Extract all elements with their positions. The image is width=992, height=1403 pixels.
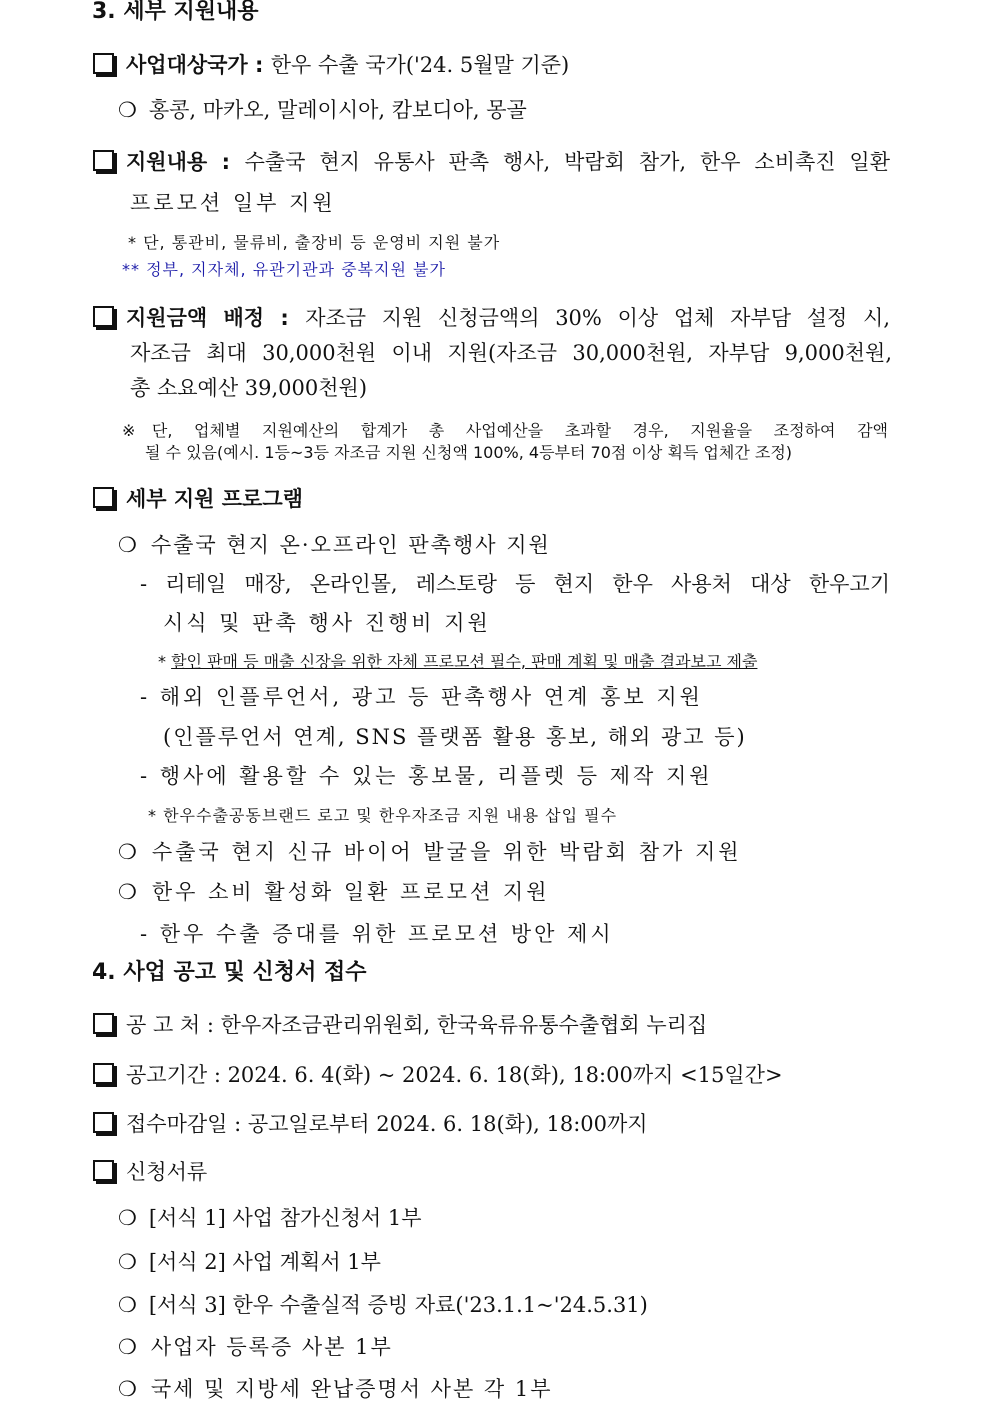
sep: : bbox=[207, 150, 245, 174]
support-content-item bbox=[93, 148, 890, 176]
target-country-item bbox=[93, 51, 569, 79]
note-duplicate-support: ** 정부, 지자체, 유관기관과 중복지원 불가 bbox=[122, 260, 446, 279]
text: 국세 및 지방세 완납증명서 사본 각 1부 bbox=[150, 1377, 553, 1401]
program-2 bbox=[118, 838, 742, 866]
label: 세부 지원 프로그램 bbox=[126, 487, 303, 511]
country-list bbox=[118, 96, 527, 124]
text: 접수마감일 : 공고일로부터 2024. 6. 18(화), 18:00까지 bbox=[126, 1112, 648, 1136]
note-operating-cost: * 단, 통관비, 물류비, 출장비 등 운영비 지원 불가 bbox=[128, 233, 501, 252]
text: 한우 소비 활성화 일환 프로모션 지원 bbox=[151, 880, 550, 904]
doc-list-item bbox=[118, 1375, 553, 1403]
amount-item bbox=[93, 304, 890, 332]
text: [서식 1] 사업 참가신청서 1부 bbox=[148, 1206, 422, 1230]
program-item bbox=[93, 485, 303, 513]
program-1 bbox=[118, 531, 551, 559]
circle-bullet-icon: ❍ bbox=[118, 98, 137, 122]
text: 한우 수출 국가('24. 5월말 기준) bbox=[270, 53, 570, 77]
deadline-item bbox=[93, 1110, 648, 1138]
program-3a: - 한우 수출 증대를 위한 프로모션 방안 제시 bbox=[140, 922, 614, 946]
text: 신청서류 bbox=[126, 1160, 208, 1184]
circle-bullet-icon: ❍ bbox=[118, 1206, 137, 1230]
checkbox-icon bbox=[93, 150, 114, 171]
amount-note-cont: 될 수 있음(예시. 1등~3등 자조금 지원 신청액 100%, 4등부터 70점 이상 획득 업체간 조정) bbox=[145, 443, 793, 462]
label: 지원내용 bbox=[126, 150, 208, 174]
program-1b-cont: (인플루언서 연계, SNS 플랫폼 활용 홍보, 해외 광고 등) bbox=[163, 725, 747, 749]
circle-bullet-icon: ❍ bbox=[118, 840, 140, 864]
text: 홍콩, 마카오, 말레이시아, 캄보디아, 몽골 bbox=[148, 98, 527, 122]
program-1a-cont: 시식 및 판촉 행사 진행비 지원 bbox=[163, 611, 491, 635]
notice-period-item bbox=[93, 1061, 783, 1089]
section-3-title: 3. 세부 지원내용 bbox=[92, 0, 259, 24]
notice-place-item bbox=[93, 1011, 707, 1039]
text: [서식 2] 사업 계획서 1부 bbox=[148, 1250, 381, 1274]
text: [서식 3] 한우 수출실적 증빙 자료('23.1.1~'24.5.31) bbox=[148, 1293, 648, 1317]
checkbox-icon bbox=[93, 1160, 114, 1181]
amount-cont2: 총 소요예산 39,000천원) bbox=[130, 376, 368, 400]
program-1b: - 해외 인플루언서, 광고 등 판촉행사 연계 홍보 지원 bbox=[140, 685, 703, 709]
checkbox-icon bbox=[93, 53, 114, 74]
doc-list-item bbox=[118, 1291, 648, 1319]
program-1a-note bbox=[158, 648, 757, 676]
circle-bullet-icon: ❍ bbox=[118, 1377, 139, 1401]
program-1c: - 행사에 활용할 수 있는 홍보물, 리플렛 등 제작 지원 bbox=[140, 764, 713, 788]
text: 할인 판매 등 매출 신장을 위한 자체 프로모션 필수, 판매 계획 및 매출 결과보고 제출 bbox=[171, 652, 758, 671]
checkbox-icon bbox=[93, 487, 114, 508]
label: 지원금액 배정 bbox=[126, 306, 265, 330]
text: 사업자 등록증 사본 1부 bbox=[150, 1335, 393, 1359]
section-4-title: 4. 사업 공고 및 신청서 접수 bbox=[92, 960, 367, 985]
text: 공고기간 : 2024. 6. 4(화) ~ 2024. 6. 18(화), 18:00까지 <15일간> bbox=[126, 1063, 783, 1087]
circle-bullet-icon: ❍ bbox=[118, 880, 140, 904]
program-1a: - 리테일 매장, 온라인몰, 레스토랑 등 현지 한우 사용처 대상 한우고기 bbox=[140, 572, 890, 596]
amount-note: ※단, 업체별 지원예산의 합계가 총 사업예산을 초과할 경우, 지원율을 조정하여 감액 bbox=[122, 421, 888, 440]
checkbox-icon bbox=[93, 1013, 114, 1034]
checkbox-icon bbox=[93, 306, 114, 327]
sep: : bbox=[264, 306, 306, 330]
text: 수출국 현지 유통사 판촉 행사, 박람회 참가, 한우 소비촉진 일환 bbox=[244, 150, 890, 174]
text: 자조금 지원 신청금액의 30% 이상 업체 자부담 설정 시, bbox=[305, 306, 890, 330]
support-content-cont: 프로모션 일부 지원 bbox=[130, 191, 336, 215]
label: 사업대상국가 bbox=[126, 53, 248, 77]
star-bullet: * bbox=[158, 652, 166, 671]
program-3 bbox=[118, 878, 550, 906]
circle-bullet-icon: ❍ bbox=[118, 1335, 139, 1359]
program-1c-note: * 한우수출공동브랜드 로고 및 한우자조금 지원 내용 삽입 필수 bbox=[148, 806, 618, 825]
text: 수출국 현지 온·오프라인 판촉행사 지원 bbox=[150, 533, 551, 557]
checkbox-icon bbox=[93, 1112, 114, 1133]
amount-cont: 자조금 최대 30,000천원 이내 지원(자조금 30,000천원, 자부담 9,000천원, bbox=[130, 341, 892, 365]
docs-item bbox=[93, 1158, 207, 1186]
doc-list-item bbox=[118, 1248, 381, 1276]
circle-bullet-icon: ❍ bbox=[118, 1293, 137, 1317]
circle-bullet-icon: ❍ bbox=[118, 1250, 137, 1274]
text: 공 고 처 : 한우자조금관리위원회, 한국육류유통수출협회 누리집 bbox=[126, 1013, 708, 1037]
doc-list-item bbox=[118, 1204, 422, 1232]
checkbox-icon bbox=[93, 1063, 114, 1084]
circle-bullet-icon: ❍ bbox=[118, 533, 139, 557]
sep: : bbox=[247, 53, 271, 77]
text: 수출국 현지 신규 바이어 발굴을 위한 박람회 참가 지원 bbox=[151, 840, 742, 864]
doc-list-item bbox=[118, 1333, 393, 1361]
